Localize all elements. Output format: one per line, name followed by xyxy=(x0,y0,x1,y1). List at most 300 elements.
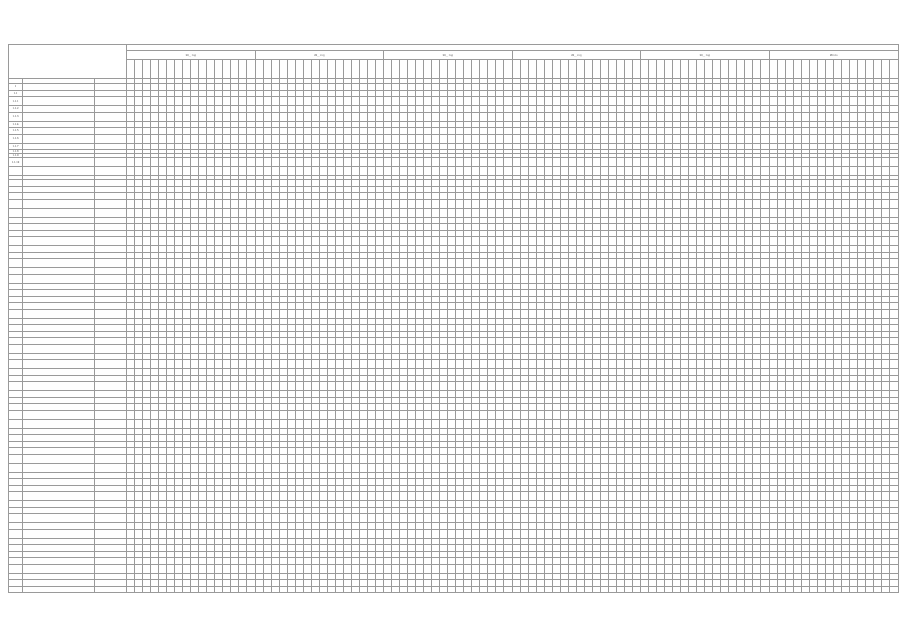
value-cell xyxy=(608,344,616,353)
value-cell xyxy=(247,259,255,268)
row-number-cell: 1.1.8 xyxy=(9,150,23,154)
value-cell xyxy=(600,167,608,176)
value-cell xyxy=(536,167,544,176)
value-cell xyxy=(287,208,295,217)
value-cell xyxy=(191,419,199,428)
value-cell xyxy=(127,274,135,283)
value-cell xyxy=(721,167,729,176)
value-cell xyxy=(472,382,480,391)
value-cell xyxy=(183,274,191,283)
value-cell xyxy=(697,208,705,217)
value-cell xyxy=(721,360,729,369)
value-cell xyxy=(327,167,335,176)
value-cell xyxy=(697,274,705,283)
value-cell xyxy=(729,97,737,106)
value-cell xyxy=(665,97,673,106)
value-cell xyxy=(729,208,737,217)
value-cell xyxy=(705,274,713,283)
value-cell xyxy=(392,97,400,106)
sub-column-header xyxy=(857,60,865,79)
value-cell xyxy=(215,360,223,369)
value-cell xyxy=(665,274,673,283)
value-cell xyxy=(279,344,287,353)
value-cell xyxy=(127,419,135,428)
value-cell xyxy=(793,199,801,208)
value-cell xyxy=(367,112,375,121)
value-cell xyxy=(801,410,809,419)
value-cell xyxy=(303,208,311,217)
value-cell xyxy=(873,309,881,318)
value-cell xyxy=(408,134,416,143)
value-cell xyxy=(359,112,367,121)
value-cell xyxy=(649,419,657,428)
value-cell xyxy=(681,237,689,246)
value-cell xyxy=(713,134,721,143)
sub-column-header xyxy=(576,60,584,79)
value-cell xyxy=(191,208,199,217)
value-cell xyxy=(263,158,271,167)
value-cell xyxy=(392,112,400,121)
value-cell xyxy=(464,309,472,318)
value-cell xyxy=(568,158,576,167)
value-cell xyxy=(873,199,881,208)
value-cell xyxy=(681,410,689,419)
value-cell xyxy=(825,167,833,176)
value-cell xyxy=(817,167,825,176)
value-cell xyxy=(608,134,616,143)
value-cell xyxy=(432,199,440,208)
value-cell xyxy=(713,419,721,428)
value-cell xyxy=(689,97,697,106)
value-cell xyxy=(432,419,440,428)
value-cell xyxy=(729,237,737,246)
value-cell xyxy=(279,259,287,268)
value-cell xyxy=(440,274,448,283)
value-cell xyxy=(512,382,520,391)
value-cell xyxy=(432,360,440,369)
value-cell xyxy=(793,112,801,121)
value-cell xyxy=(464,208,472,217)
value-cell xyxy=(496,419,504,428)
value-cell xyxy=(705,344,713,353)
value-cell xyxy=(440,344,448,353)
table-row xyxy=(9,344,899,353)
value-cell xyxy=(351,167,359,176)
row-number-cell xyxy=(9,274,23,283)
value-cell xyxy=(159,344,167,353)
value-cell xyxy=(424,360,432,369)
value-cell xyxy=(857,158,865,167)
value-cell xyxy=(632,134,640,143)
value-cell xyxy=(327,158,335,167)
value-cell xyxy=(143,158,151,167)
value-cell xyxy=(456,419,464,428)
value-cell xyxy=(657,382,665,391)
value-cell xyxy=(825,199,833,208)
value-cell xyxy=(745,274,753,283)
value-cell xyxy=(159,382,167,391)
value-cell xyxy=(713,199,721,208)
value-cell xyxy=(496,344,504,353)
value-cell xyxy=(504,344,512,353)
value-cell xyxy=(496,97,504,106)
value-cell xyxy=(191,158,199,167)
value-cell xyxy=(400,344,408,353)
row-number-cell xyxy=(9,419,23,428)
value-cell xyxy=(472,97,480,106)
value-cell xyxy=(849,158,857,167)
value-cell xyxy=(392,360,400,369)
value-cell xyxy=(632,259,640,268)
value-cell xyxy=(528,309,536,318)
value-cell xyxy=(568,208,576,217)
value-cell xyxy=(167,274,175,283)
value-cell xyxy=(793,360,801,369)
value-cell xyxy=(287,360,295,369)
value-cell xyxy=(408,360,416,369)
value-cell xyxy=(568,309,576,318)
sub-column-header xyxy=(713,60,721,79)
value-cell xyxy=(135,344,143,353)
value-cell xyxy=(657,134,665,143)
value-cell xyxy=(311,158,319,167)
row-number-cell: 1.1.6 xyxy=(9,134,23,143)
value-cell xyxy=(343,344,351,353)
value-cell xyxy=(319,259,327,268)
value-cell xyxy=(857,167,865,176)
value-cell xyxy=(367,237,375,246)
value-cell xyxy=(745,382,753,391)
value-cell xyxy=(841,167,849,176)
value-cell xyxy=(528,237,536,246)
value-cell xyxy=(335,419,343,428)
value-cell xyxy=(512,259,520,268)
value-cell xyxy=(528,382,536,391)
value-cell xyxy=(600,274,608,283)
value-cell xyxy=(183,112,191,121)
value-cell xyxy=(801,419,809,428)
value-cell xyxy=(865,158,873,167)
value-cell xyxy=(737,199,745,208)
sub-column-header xyxy=(592,60,600,79)
value-cell xyxy=(552,274,560,283)
table-row xyxy=(9,360,899,369)
value-cell xyxy=(175,410,183,419)
value-cell xyxy=(151,344,159,353)
row-name-cell xyxy=(23,382,95,391)
value-cell xyxy=(287,158,295,167)
sub-column-header xyxy=(488,60,496,79)
value-cell xyxy=(456,344,464,353)
value-cell xyxy=(793,274,801,283)
row-name-cell xyxy=(23,208,95,217)
value-cell xyxy=(440,382,448,391)
value-cell xyxy=(881,309,889,318)
value-cell xyxy=(785,97,793,106)
value-cell xyxy=(303,112,311,121)
value-cell xyxy=(183,237,191,246)
sub-column-header xyxy=(528,60,536,79)
sub-column-header xyxy=(343,60,351,79)
value-cell xyxy=(697,97,705,106)
sub-column-header xyxy=(263,60,271,79)
row-number-cell xyxy=(9,199,23,208)
value-cell xyxy=(873,112,881,121)
value-cell xyxy=(263,382,271,391)
value-cell xyxy=(343,97,351,106)
row-code-cell xyxy=(95,309,127,318)
value-cell xyxy=(504,237,512,246)
value-cell xyxy=(464,237,472,246)
value-cell xyxy=(849,97,857,106)
value-cell xyxy=(311,360,319,369)
value-cell xyxy=(343,237,351,246)
value-cell xyxy=(135,134,143,143)
sub-column-header xyxy=(584,60,592,79)
value-cell xyxy=(424,344,432,353)
value-cell xyxy=(624,134,632,143)
value-cell xyxy=(520,112,528,121)
value-cell xyxy=(841,382,849,391)
value-cell xyxy=(231,158,239,167)
value-cell xyxy=(271,167,279,176)
value-cell xyxy=(351,112,359,121)
value-cell xyxy=(689,382,697,391)
value-cell xyxy=(600,360,608,369)
value-cell xyxy=(560,167,568,176)
value-cell xyxy=(448,134,456,143)
value-cell xyxy=(335,134,343,143)
value-cell xyxy=(327,134,335,143)
value-cell xyxy=(544,360,552,369)
value-cell xyxy=(641,237,649,246)
value-cell xyxy=(472,199,480,208)
value-cell xyxy=(231,112,239,121)
value-cell xyxy=(681,208,689,217)
value-cell xyxy=(319,167,327,176)
value-cell xyxy=(183,158,191,167)
value-cell xyxy=(657,419,665,428)
value-cell xyxy=(191,259,199,268)
value-cell xyxy=(584,274,592,283)
value-cell xyxy=(311,382,319,391)
row-number-cell xyxy=(9,382,23,391)
value-cell xyxy=(833,274,841,283)
value-cell xyxy=(464,360,472,369)
value-cell xyxy=(263,208,271,217)
value-cell xyxy=(327,112,335,121)
sub-column-header xyxy=(279,60,287,79)
value-cell xyxy=(183,199,191,208)
value-cell xyxy=(480,237,488,246)
value-cell xyxy=(729,199,737,208)
value-cell xyxy=(223,419,231,428)
value-cell xyxy=(384,97,392,106)
value-cell xyxy=(335,259,343,268)
value-cell xyxy=(809,167,817,176)
value-cell xyxy=(464,134,472,143)
value-cell xyxy=(143,134,151,143)
value-cell xyxy=(729,419,737,428)
value-cell xyxy=(713,167,721,176)
value-cell xyxy=(488,134,496,143)
value-cell xyxy=(400,97,408,106)
value-cell xyxy=(504,360,512,369)
value-cell xyxy=(488,158,496,167)
value-cell xyxy=(809,259,817,268)
value-cell xyxy=(175,167,183,176)
value-cell xyxy=(231,208,239,217)
value-cell xyxy=(191,199,199,208)
value-cell xyxy=(480,134,488,143)
value-cell xyxy=(825,259,833,268)
sub-column-header xyxy=(408,60,416,79)
value-cell xyxy=(649,208,657,217)
value-cell xyxy=(295,344,303,353)
value-cell xyxy=(809,208,817,217)
value-cell xyxy=(745,419,753,428)
value-cell xyxy=(223,199,231,208)
value-cell xyxy=(528,259,536,268)
value-cell xyxy=(239,410,247,419)
value-cell xyxy=(584,167,592,176)
value-cell xyxy=(873,410,881,419)
value-cell xyxy=(785,344,793,353)
value-cell xyxy=(745,112,753,121)
value-cell xyxy=(255,112,263,121)
value-cell xyxy=(335,344,343,353)
value-cell xyxy=(520,344,528,353)
value-cell xyxy=(737,158,745,167)
value-cell xyxy=(753,97,761,106)
value-cell xyxy=(319,199,327,208)
value-cell xyxy=(159,410,167,419)
value-cell xyxy=(817,134,825,143)
value-cell xyxy=(512,344,520,353)
value-cell xyxy=(472,134,480,143)
value-cell xyxy=(560,237,568,246)
header-stub xyxy=(9,45,127,79)
value-cell xyxy=(359,360,367,369)
value-cell xyxy=(496,410,504,419)
table-row xyxy=(9,208,899,217)
value-cell xyxy=(504,259,512,268)
value-cell xyxy=(143,199,151,208)
value-cell xyxy=(384,158,392,167)
value-cell xyxy=(632,344,640,353)
value-cell xyxy=(528,274,536,283)
value-cell xyxy=(231,419,239,428)
sub-column-header xyxy=(793,60,801,79)
value-cell xyxy=(801,309,809,318)
value-cell xyxy=(255,97,263,106)
value-cell xyxy=(873,134,881,143)
value-cell xyxy=(753,360,761,369)
value-cell xyxy=(239,382,247,391)
value-cell xyxy=(424,134,432,143)
value-cell xyxy=(729,382,737,391)
value-cell xyxy=(624,274,632,283)
value-cell xyxy=(520,134,528,143)
value-cell xyxy=(753,274,761,283)
value-cell xyxy=(769,237,777,246)
value-cell xyxy=(528,344,536,353)
sub-column-header xyxy=(761,60,769,79)
value-cell xyxy=(568,419,576,428)
value-cell xyxy=(576,309,584,318)
value-cell xyxy=(287,274,295,283)
value-cell xyxy=(215,274,223,283)
value-cell xyxy=(584,237,592,246)
value-cell xyxy=(287,199,295,208)
value-cell xyxy=(127,167,135,176)
value-cell xyxy=(448,259,456,268)
value-cell xyxy=(151,360,159,369)
value-cell xyxy=(375,344,383,353)
value-cell xyxy=(520,259,528,268)
value-cell xyxy=(761,158,769,167)
sub-column-header xyxy=(432,60,440,79)
value-cell xyxy=(705,167,713,176)
value-cell xyxy=(319,237,327,246)
value-cell xyxy=(448,167,456,176)
value-cell xyxy=(496,158,504,167)
value-cell xyxy=(673,419,681,428)
value-cell xyxy=(343,208,351,217)
value-cell xyxy=(608,274,616,283)
value-cell xyxy=(319,97,327,106)
value-cell xyxy=(488,199,496,208)
value-cell xyxy=(159,309,167,318)
value-cell xyxy=(311,410,319,419)
value-cell xyxy=(616,309,624,318)
value-cell xyxy=(657,158,665,167)
value-cell xyxy=(769,134,777,143)
value-cell xyxy=(552,208,560,217)
value-cell xyxy=(416,344,424,353)
value-cell xyxy=(689,199,697,208)
value-cell xyxy=(343,134,351,143)
value-cell xyxy=(287,97,295,106)
value-cell xyxy=(311,309,319,318)
value-cell xyxy=(287,134,295,143)
value-cell xyxy=(689,274,697,283)
table-row xyxy=(9,199,899,208)
value-cell xyxy=(488,259,496,268)
value-cell xyxy=(327,344,335,353)
value-cell xyxy=(440,167,448,176)
value-cell xyxy=(889,97,898,106)
value-cell xyxy=(809,199,817,208)
value-cell xyxy=(873,382,881,391)
value-cell xyxy=(624,112,632,121)
value-cell xyxy=(416,360,424,369)
value-cell xyxy=(801,344,809,353)
value-cell xyxy=(351,274,359,283)
value-cell xyxy=(777,134,785,143)
value-cell xyxy=(167,419,175,428)
value-cell xyxy=(616,112,624,121)
value-cell xyxy=(159,208,167,217)
value-cell xyxy=(343,309,351,318)
value-cell xyxy=(175,208,183,217)
value-cell xyxy=(697,344,705,353)
value-cell xyxy=(624,382,632,391)
value-cell xyxy=(657,167,665,176)
value-cell xyxy=(327,237,335,246)
value-cell xyxy=(544,134,552,143)
value-cell xyxy=(536,309,544,318)
